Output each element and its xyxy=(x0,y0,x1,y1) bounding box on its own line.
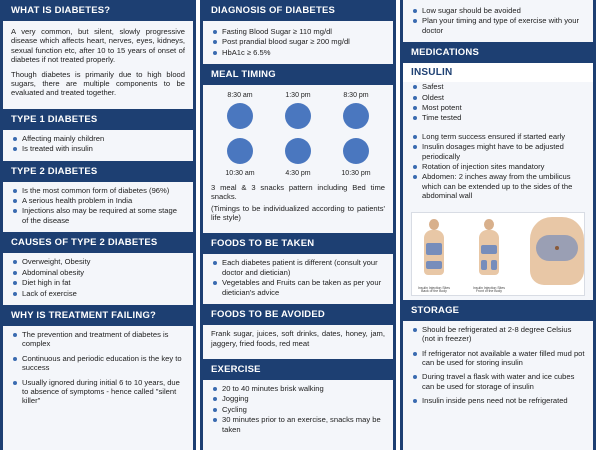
list-item: A serious health problem in India xyxy=(11,196,185,205)
injection-zone xyxy=(491,260,497,270)
list-item: Plan your timing and type of exercise with your doctor xyxy=(411,16,585,35)
list-item: Diet high in fat xyxy=(11,278,185,287)
column-2 xyxy=(200,0,396,450)
injection-zone xyxy=(426,261,442,269)
list-item: Cycling xyxy=(211,405,385,414)
storage-list xyxy=(411,325,585,406)
insulin-subheading: INSULIN xyxy=(403,63,593,82)
snack-dot xyxy=(227,138,253,164)
meal-timing-grid xyxy=(211,91,385,179)
list-item: Each diabetes patient is different (consult your doctor and dietician) xyxy=(211,258,385,277)
meal-time-label: 8:30 am xyxy=(227,92,253,100)
meal-timing-paragraph-1: 3 meal & 3 snacks pattern including Bed time snacks. xyxy=(211,182,385,202)
list-item: Fasting Blood Sugar ≥ 110 mg/dl xyxy=(211,27,385,36)
injection-zone xyxy=(481,260,487,270)
list-item: Time tested xyxy=(411,113,585,122)
injection-zone xyxy=(426,243,442,255)
exercise-list xyxy=(211,384,385,434)
list-item: Abdomen: 2 inches away from the umbilicus which can be extended up to the sides of the abdominal wall xyxy=(411,172,585,200)
list-item: Low sugar should be avoided xyxy=(411,6,585,15)
list-item: Affecting mainly children xyxy=(11,134,185,143)
insulin-notes-list xyxy=(411,132,585,201)
meal-time-label: 8:30 pm xyxy=(343,92,369,100)
meal-dot xyxy=(343,103,369,129)
meal-timing-paragraph-2: (Timings to be individualized according to patients' life style) xyxy=(211,203,385,223)
list-item: Continuous and periodic education is the key to success xyxy=(11,354,185,373)
list-item: Lack of exercise xyxy=(11,289,185,298)
treatment-failing-heading: WHY IS TREATMENT FAILING? xyxy=(3,305,193,326)
list-item: HbA1c ≥ 6.5% xyxy=(211,48,385,57)
medications-heading: MEDICATIONS xyxy=(403,42,593,63)
meal-dot xyxy=(285,103,311,129)
injection-sites-illustration xyxy=(411,212,585,296)
list-item: Abdominal obesity xyxy=(11,268,185,277)
causes-heading: CAUSES OF TYPE 2 DIABETES xyxy=(3,232,193,253)
figure-front-label: Insulin Injection Sites Front of the Body xyxy=(473,285,505,294)
list-item: Oldest xyxy=(411,93,585,102)
list-item: Post prandial blood sugar ≥ 200 mg/dl xyxy=(211,37,385,46)
what-is-diabetes-paragraph-2: Though diabetes is primarily due to high blood sugars, there are multiple components to be evaluated and treated together. xyxy=(11,69,185,98)
list-item: Safest xyxy=(411,82,585,91)
exercise-heading: EXERCISE xyxy=(203,359,393,380)
list-item: Most potent xyxy=(411,103,585,112)
snack-dot xyxy=(285,138,311,164)
diagnosis-list xyxy=(211,27,385,57)
list-item: Long term success ensured if started early xyxy=(411,132,585,141)
umbilicus-marker xyxy=(555,246,559,250)
figure-back-label: Insulin Injection Sites Back of the Body xyxy=(418,285,450,294)
list-item: 30 minutes prior to an exercise, snacks may be taken xyxy=(211,415,385,434)
snack-time-label: 10:30 pm xyxy=(341,170,371,178)
list-item: Injections also may be required at some stage of the disease xyxy=(11,206,185,225)
snack-dot xyxy=(343,138,369,164)
list-item: Should be refrigerated at 2-8 degree Celsius (not in freezer) xyxy=(411,325,585,344)
list-item: During travel a flask with water and ice cubes can be used for storage of insulin xyxy=(411,372,585,391)
list-item: Is treated with insulin xyxy=(11,144,185,153)
foods-avoided-heading: FOODS TO BE AVOIDED xyxy=(203,304,393,325)
what-is-diabetes-heading: WHAT IS DIABETES? xyxy=(3,0,193,21)
column-3 xyxy=(400,0,596,450)
storage-heading: STORAGE xyxy=(403,300,593,321)
list-item: 20 to 40 minutes brisk walking xyxy=(211,384,385,393)
meal-timing-heading: MEAL TIMING xyxy=(203,64,393,85)
list-item: Jogging xyxy=(211,394,385,403)
type-1-heading: TYPE 1 DIABETES xyxy=(3,109,193,130)
list-item: Insulin dosages might have to be adjusted periodically xyxy=(411,142,585,161)
list-item: Insulin inside pens need not be refrigerated xyxy=(411,396,585,405)
snack-time-label: 4:30 pm xyxy=(285,170,311,178)
list-item: Usually ignored during initial 6 to 10 years, due to absence of symptoms - hence called "silent killer" xyxy=(11,378,185,406)
column-1 xyxy=(0,0,196,450)
what-is-diabetes-paragraph-1: A very common, but silent, slowly progressive disease which affects heart, nerves, eyes, kidneys, sexual function etc, after 10 to 15 years of onset of diabetes if not treated properly. xyxy=(11,27,185,65)
list-item: Is the most common form of diabetes (96%) xyxy=(11,186,185,195)
foods-avoided-paragraph: Frank sugar, juices, soft drinks, dates, honey, jam, jaggery, fried foods, red meat xyxy=(211,329,385,348)
meal-time-label: 1:30 pm xyxy=(285,92,311,100)
insulin-properties-list xyxy=(411,82,585,123)
causes-list xyxy=(11,257,185,298)
list-item: The prevention and treatment of diabetes is complex xyxy=(11,330,185,349)
exercise-continued-list xyxy=(411,6,585,35)
list-item: If refrigerator not available a water filled mud pot can be used for storing insulin xyxy=(411,349,585,368)
treatment-failing-list xyxy=(11,330,185,406)
snack-time-label: 10:30 am xyxy=(225,170,255,178)
foods-taken-heading: FOODS TO BE TAKEN xyxy=(203,233,393,254)
type-2-heading: TYPE 2 DIABETES xyxy=(3,161,193,182)
list-item: Overweight, Obesity xyxy=(11,257,185,266)
list-item: Vegetables and Fruits can be taken as per your dietician's advice xyxy=(211,278,385,297)
type-2-list xyxy=(11,186,185,226)
figure-back-head xyxy=(429,219,439,230)
injection-zone xyxy=(481,245,497,254)
foods-taken-list xyxy=(211,258,385,297)
meal-dot xyxy=(227,103,253,129)
list-item: Rotation of injection sites mandatory xyxy=(411,162,585,171)
type-1-list xyxy=(11,134,185,154)
figure-front-head xyxy=(484,219,494,230)
diagnosis-heading: DIAGNOSIS OF DIABETES xyxy=(203,0,393,21)
